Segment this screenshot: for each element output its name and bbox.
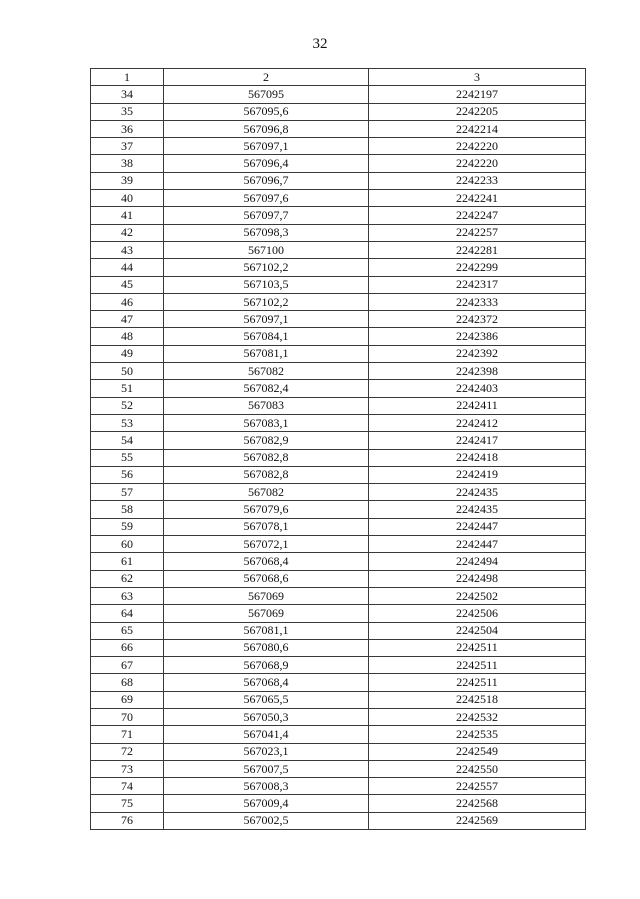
- point-number-cell: 60: [91, 536, 164, 553]
- point-number-cell: 37: [91, 138, 164, 155]
- point-number-cell: 56: [91, 466, 164, 483]
- y-coordinate-cell: 2242498: [369, 570, 586, 587]
- point-number-cell: 75: [91, 795, 164, 812]
- point-number-cell: 45: [91, 276, 164, 293]
- point-number-cell: 51: [91, 380, 164, 397]
- table-row: [91, 553, 586, 570]
- y-coordinate-cell: 2242220: [369, 138, 586, 155]
- point-number-cell: 63: [91, 587, 164, 604]
- table-row: [91, 311, 586, 328]
- x-coordinate-cell: 567102,2: [164, 293, 369, 310]
- table-row: [91, 276, 586, 293]
- point-number-cell: 64: [91, 605, 164, 622]
- point-number-cell: 57: [91, 484, 164, 501]
- point-number-cell: 62: [91, 570, 164, 587]
- y-coordinate-cell: 2242435: [369, 501, 586, 518]
- point-number-cell: 35: [91, 103, 164, 120]
- y-coordinate-cell: 2242403: [369, 380, 586, 397]
- y-coordinate-cell: 2242247: [369, 207, 586, 224]
- x-coordinate-cell: 567009,4: [164, 795, 369, 812]
- table-row: [91, 570, 586, 587]
- table-row: [91, 397, 586, 414]
- table-row: [91, 587, 586, 604]
- point-number-cell: 39: [91, 172, 164, 189]
- x-coordinate-cell: 567100: [164, 241, 369, 258]
- table-row: [91, 795, 586, 812]
- x-coordinate-cell: 567102,2: [164, 259, 369, 276]
- x-coordinate-cell: 567078,1: [164, 518, 369, 535]
- x-coordinate-cell: 567081,1: [164, 622, 369, 639]
- table-row: [91, 120, 586, 137]
- x-coordinate-cell: 567083: [164, 397, 369, 414]
- y-coordinate-cell: 2242220: [369, 155, 586, 172]
- y-coordinate-cell: 2242241: [369, 190, 586, 207]
- y-coordinate-cell: 2242398: [369, 363, 586, 380]
- y-coordinate-cell: 2242511: [369, 639, 586, 656]
- table-row: [91, 259, 586, 276]
- y-coordinate-cell: 2242411: [369, 397, 586, 414]
- y-coordinate-cell: 2242550: [369, 760, 586, 777]
- point-number-cell: 54: [91, 432, 164, 449]
- column-header-x: 2: [164, 69, 369, 86]
- y-coordinate-cell: 2242557: [369, 778, 586, 795]
- table-row: [91, 103, 586, 120]
- point-number-cell: 73: [91, 760, 164, 777]
- y-coordinate-cell: 2242317: [369, 276, 586, 293]
- point-number-cell: 41: [91, 207, 164, 224]
- table-row: [91, 812, 586, 829]
- x-coordinate-cell: 567023,1: [164, 743, 369, 760]
- point-number-cell: 48: [91, 328, 164, 345]
- y-coordinate-cell: 2242214: [369, 120, 586, 137]
- table-row: [91, 363, 586, 380]
- table-row: [91, 207, 586, 224]
- y-coordinate-cell: 2242447: [369, 536, 586, 553]
- point-number-cell: 67: [91, 657, 164, 674]
- table-row: [91, 155, 586, 172]
- x-coordinate-cell: 567097,7: [164, 207, 369, 224]
- point-number-cell: 52: [91, 397, 164, 414]
- x-coordinate-cell: 567082,8: [164, 466, 369, 483]
- column-header-number: 1: [91, 69, 164, 86]
- point-number-cell: 40: [91, 190, 164, 207]
- table-row: [91, 639, 586, 656]
- x-coordinate-cell: 567041,4: [164, 726, 369, 743]
- y-coordinate-cell: 2242419: [369, 466, 586, 483]
- y-coordinate-cell: 2242257: [369, 224, 586, 241]
- point-number-cell: 34: [91, 86, 164, 103]
- y-coordinate-cell: 2242281: [369, 241, 586, 258]
- x-coordinate-cell: 567082: [164, 363, 369, 380]
- table-row: [91, 484, 586, 501]
- table-header-row: [91, 69, 586, 86]
- x-coordinate-cell: 567083,1: [164, 414, 369, 431]
- point-number-cell: 36: [91, 120, 164, 137]
- point-number-cell: 65: [91, 622, 164, 639]
- table-row: [91, 726, 586, 743]
- table-row: [91, 172, 586, 189]
- x-coordinate-cell: 567050,3: [164, 708, 369, 725]
- y-coordinate-cell: 2242386: [369, 328, 586, 345]
- point-number-cell: 38: [91, 155, 164, 172]
- table-row: [91, 743, 586, 760]
- x-coordinate-cell: 567068,6: [164, 570, 369, 587]
- y-coordinate-cell: 2242506: [369, 605, 586, 622]
- x-coordinate-cell: 567084,1: [164, 328, 369, 345]
- table-row: [91, 466, 586, 483]
- table-row: [91, 760, 586, 777]
- x-coordinate-cell: 567069: [164, 605, 369, 622]
- x-coordinate-cell: 567096,7: [164, 172, 369, 189]
- y-coordinate-cell: 2242568: [369, 795, 586, 812]
- y-coordinate-cell: 2242392: [369, 345, 586, 362]
- point-number-cell: 43: [91, 241, 164, 258]
- table-row: [91, 380, 586, 397]
- x-coordinate-cell: 567065,5: [164, 691, 369, 708]
- table-row: [91, 518, 586, 535]
- x-coordinate-cell: 567002,5: [164, 812, 369, 829]
- point-number-cell: 44: [91, 259, 164, 276]
- x-coordinate-cell: 567095: [164, 86, 369, 103]
- y-coordinate-cell: 2242494: [369, 553, 586, 570]
- x-coordinate-cell: 567068,4: [164, 553, 369, 570]
- x-coordinate-cell: 567082,8: [164, 449, 369, 466]
- x-coordinate-cell: 567095,6: [164, 103, 369, 120]
- y-coordinate-cell: 2242333: [369, 293, 586, 310]
- point-number-cell: 42: [91, 224, 164, 241]
- table-row: [91, 190, 586, 207]
- table-row: [91, 293, 586, 310]
- point-number-cell: 59: [91, 518, 164, 535]
- table-row: [91, 241, 586, 258]
- y-coordinate-cell: 2242233: [369, 172, 586, 189]
- table-row: [91, 86, 586, 103]
- table-row: [91, 328, 586, 345]
- table-row: [91, 778, 586, 795]
- table-row: [91, 674, 586, 691]
- point-number-cell: 49: [91, 345, 164, 362]
- table-body: [91, 86, 586, 830]
- point-number-cell: 47: [91, 311, 164, 328]
- x-coordinate-cell: 567081,1: [164, 345, 369, 362]
- y-coordinate-cell: 2242511: [369, 657, 586, 674]
- y-coordinate-cell: 2242418: [369, 449, 586, 466]
- x-coordinate-cell: 567096,8: [164, 120, 369, 137]
- table-row: [91, 691, 586, 708]
- table-row: [91, 536, 586, 553]
- table-row: [91, 605, 586, 622]
- y-coordinate-cell: 2242205: [369, 103, 586, 120]
- column-header-y: 3: [369, 69, 586, 86]
- y-coordinate-cell: 2242502: [369, 587, 586, 604]
- x-coordinate-cell: 567103,5: [164, 276, 369, 293]
- table-row: [91, 657, 586, 674]
- x-coordinate-cell: 567068,4: [164, 674, 369, 691]
- x-coordinate-cell: 567096,4: [164, 155, 369, 172]
- y-coordinate-cell: 2242412: [369, 414, 586, 431]
- x-coordinate-cell: 567069: [164, 587, 369, 604]
- point-number-cell: 70: [91, 708, 164, 725]
- point-number-cell: 68: [91, 674, 164, 691]
- x-coordinate-cell: 567007,5: [164, 760, 369, 777]
- y-coordinate-cell: 2242569: [369, 812, 586, 829]
- y-coordinate-cell: 2242447: [369, 518, 586, 535]
- point-number-cell: 61: [91, 553, 164, 570]
- point-number-cell: 58: [91, 501, 164, 518]
- point-number-cell: 55: [91, 449, 164, 466]
- x-coordinate-cell: 567079,6: [164, 501, 369, 518]
- point-number-cell: 71: [91, 726, 164, 743]
- y-coordinate-cell: 2242299: [369, 259, 586, 276]
- point-number-cell: 53: [91, 414, 164, 431]
- x-coordinate-cell: 567080,6: [164, 639, 369, 656]
- x-coordinate-cell: 567082,9: [164, 432, 369, 449]
- table-row: [91, 708, 586, 725]
- coordinates-table: [90, 68, 586, 830]
- x-coordinate-cell: 567082,4: [164, 380, 369, 397]
- y-coordinate-cell: 2242197: [369, 86, 586, 103]
- x-coordinate-cell: 567072,1: [164, 536, 369, 553]
- y-coordinate-cell: 2242518: [369, 691, 586, 708]
- x-coordinate-cell: 567082: [164, 484, 369, 501]
- x-coordinate-cell: 567068,9: [164, 657, 369, 674]
- table-row: [91, 449, 586, 466]
- point-number-cell: 76: [91, 812, 164, 829]
- table-row: [91, 224, 586, 241]
- point-number-cell: 74: [91, 778, 164, 795]
- y-coordinate-cell: 2242417: [369, 432, 586, 449]
- point-number-cell: 72: [91, 743, 164, 760]
- x-coordinate-cell: 567097,1: [164, 138, 369, 155]
- page-number: 32: [312, 36, 328, 52]
- x-coordinate-cell: 567097,6: [164, 190, 369, 207]
- y-coordinate-cell: 2242504: [369, 622, 586, 639]
- table-row: [91, 432, 586, 449]
- table-row: [91, 622, 586, 639]
- table-row: [91, 345, 586, 362]
- y-coordinate-cell: 2242435: [369, 484, 586, 501]
- x-coordinate-cell: 567008,3: [164, 778, 369, 795]
- table-row: [91, 414, 586, 431]
- point-number-cell: 66: [91, 639, 164, 656]
- point-number-cell: 69: [91, 691, 164, 708]
- y-coordinate-cell: 2242532: [369, 708, 586, 725]
- table-row: [91, 138, 586, 155]
- y-coordinate-cell: 2242372: [369, 311, 586, 328]
- y-coordinate-cell: 2242549: [369, 743, 586, 760]
- y-coordinate-cell: 2242511: [369, 674, 586, 691]
- point-number-cell: 50: [91, 363, 164, 380]
- x-coordinate-cell: 567097,1: [164, 311, 369, 328]
- x-coordinate-cell: 567098,3: [164, 224, 369, 241]
- point-number-cell: 46: [91, 293, 164, 310]
- table-row: [91, 501, 586, 518]
- y-coordinate-cell: 2242535: [369, 726, 586, 743]
